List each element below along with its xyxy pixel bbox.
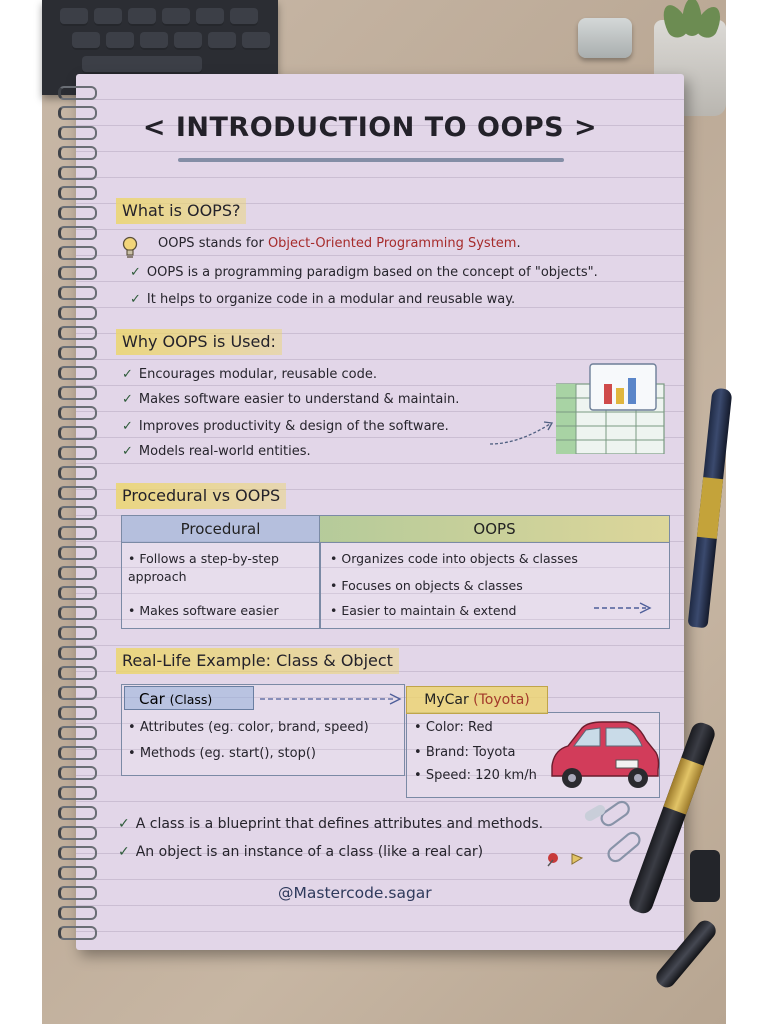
check-icon: ✓ bbox=[122, 367, 133, 382]
comparison-table bbox=[121, 515, 670, 629]
class-label: Car (Class) bbox=[124, 686, 254, 710]
oops-point: ✓ OOPS is a programming paradigm based on the concept of "objects". bbox=[130, 265, 598, 280]
spiral-binding bbox=[58, 86, 98, 936]
object-item: • Speed: 120 km/h bbox=[414, 768, 537, 783]
section-heading-why-oops: Why OOPS is Used: bbox=[116, 329, 282, 355]
procedural-cell: • Follows a step-by-step approach bbox=[128, 551, 279, 584]
title-underline bbox=[178, 158, 564, 162]
procedural-cell: • Makes software easier bbox=[128, 603, 279, 618]
check-icon: ✓ bbox=[122, 392, 133, 407]
summary-point: ✓ An object is an instance of a class (like a real car) bbox=[118, 844, 484, 860]
summary-point: ✓ A class is a blueprint that defines attributes and methods. bbox=[118, 816, 544, 832]
why-point: ✓ Models real-world entities. bbox=[122, 444, 311, 459]
why-point: ✓ Improves productivity & design of the software. bbox=[122, 419, 449, 434]
check-icon: ✓ bbox=[122, 419, 133, 434]
dashed-arrow-icon bbox=[592, 600, 654, 616]
car-image bbox=[546, 716, 662, 792]
why-point: ✓ Makes software easier to understand & maintain. bbox=[122, 392, 460, 407]
page-title: < INTRODUCTION TO OOPS > bbox=[142, 112, 598, 143]
oops-cell: • Organizes code into objects & classes bbox=[330, 551, 578, 566]
check-icon: ✓ bbox=[130, 292, 141, 307]
class-item: • Methods (eg. start(), stop() bbox=[128, 746, 316, 761]
oops-definition: OOPS stands for Object-Oriented Programming System. bbox=[158, 236, 521, 251]
oops-cell: • Easier to maintain & extend bbox=[330, 603, 517, 618]
object-label: MyCar (Toyota) bbox=[406, 686, 548, 714]
oops-point: ✓ It helps to organize code in a modular and reusable way. bbox=[130, 292, 516, 307]
paperclip-icon bbox=[576, 800, 648, 880]
class-item: • Attributes (eg. color, brand, speed) bbox=[128, 720, 369, 735]
check-icon: ✓ bbox=[118, 844, 130, 860]
left-margin bbox=[0, 0, 42, 1024]
section-heading-comparison: Procedural vs OOPS bbox=[116, 483, 286, 509]
check-icon: ✓ bbox=[122, 444, 133, 459]
section-heading-example: Real-Life Example: Class & Object bbox=[116, 648, 399, 674]
object-item: • Color: Red bbox=[414, 720, 493, 735]
usb-drive-image bbox=[690, 850, 720, 902]
check-icon: ✓ bbox=[118, 816, 130, 832]
class-to-object-arrow bbox=[258, 692, 404, 706]
section-heading-what-is-oops: What is OOPS? bbox=[116, 198, 246, 224]
check-icon: ✓ bbox=[130, 265, 141, 280]
column-header-procedural: Procedural bbox=[122, 516, 320, 543]
curved-arrow-icon bbox=[488, 418, 556, 448]
why-point: ✓ Encourages modular, reusable code. bbox=[122, 367, 377, 382]
eraser-image bbox=[578, 18, 632, 58]
author-handle: @Mastercode.sagar bbox=[278, 884, 432, 902]
oops-full-form: Object-Oriented Programming System bbox=[267, 236, 517, 251]
spreadsheet-icon bbox=[556, 362, 666, 454]
lightbulb-icon bbox=[121, 236, 139, 260]
oops-cell: • Focuses on objects & classes bbox=[330, 578, 523, 593]
right-margin bbox=[726, 0, 768, 1024]
object-item: • Brand: Toyota bbox=[414, 745, 516, 760]
column-header-oops: OOPS bbox=[320, 516, 669, 543]
